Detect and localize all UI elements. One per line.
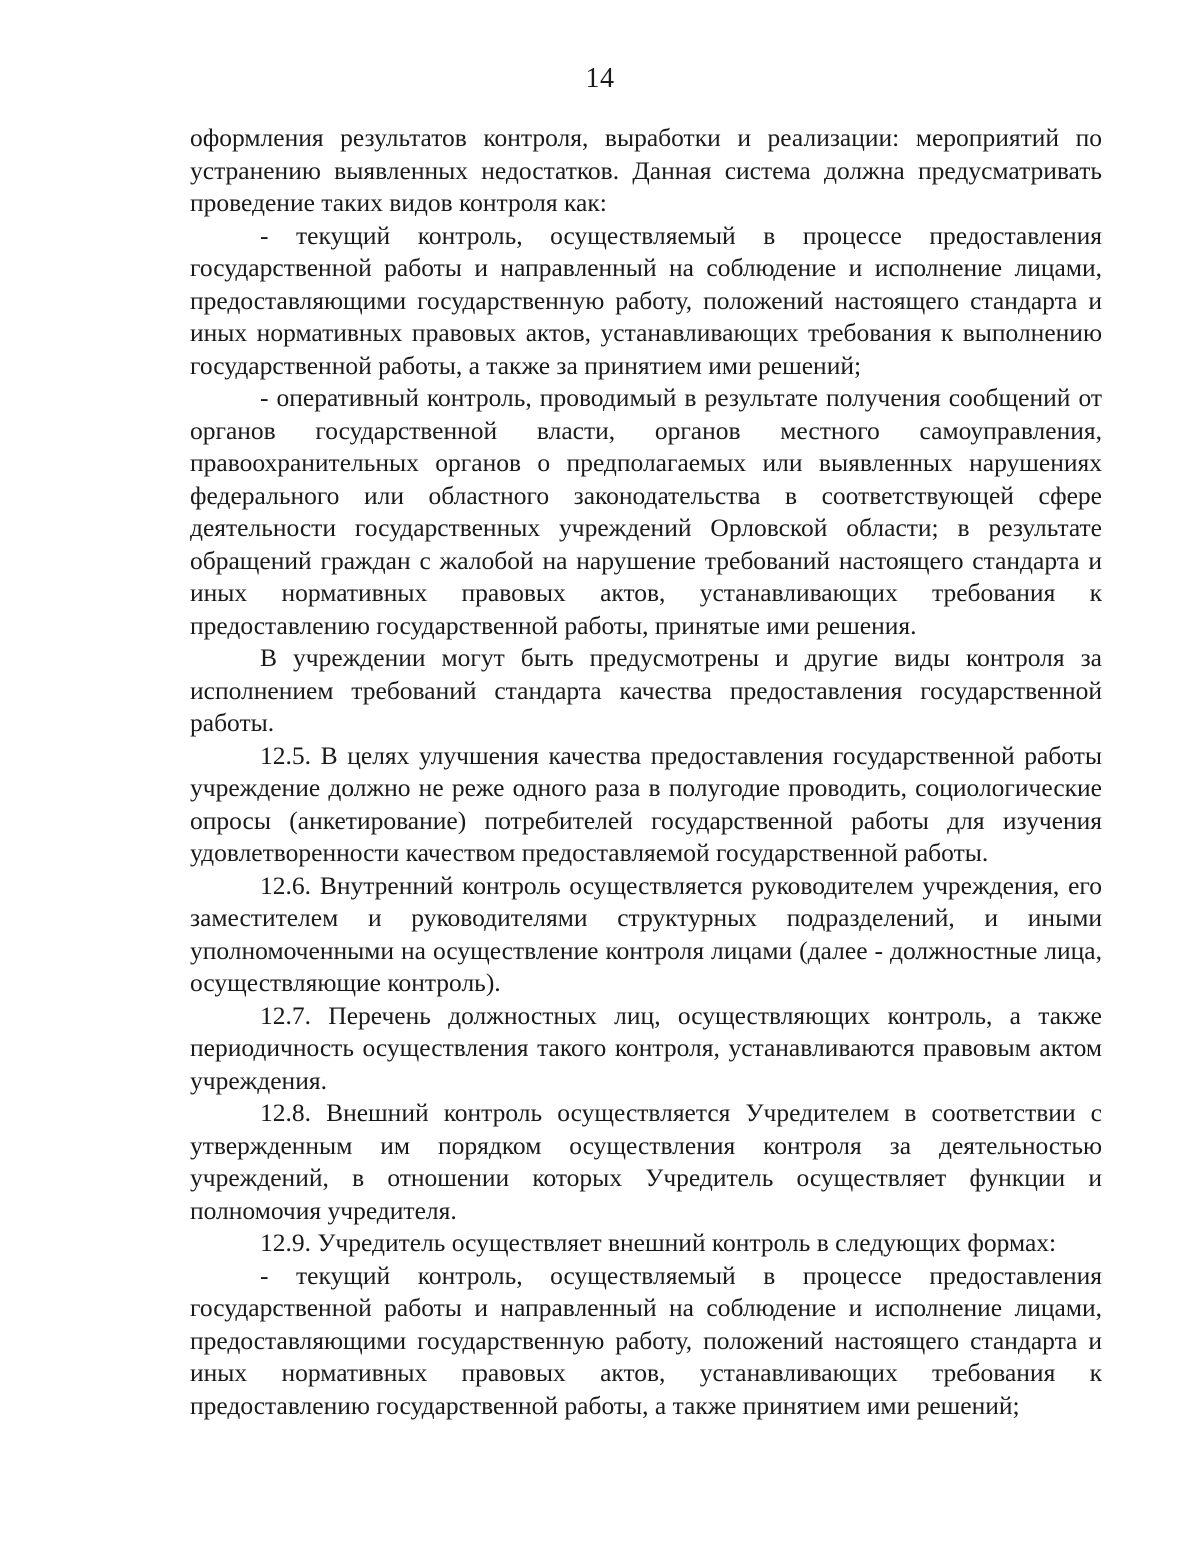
paragraph-other-control-types: В учреждении могут быть предусмотрены и другие виды контроля за исполнением требований стандарта качества предоставления государственной работы. [190,643,1102,737]
document-body [190,122,1102,1422]
paragraph-12-7: 12.7. Перечень должностных лиц, осуществляющих контроль, а также периодичность осуществления такого контроля, устанавливаются правовым актом учреждения. [190,1000,1102,1095]
paragraph-continuation: оформления результатов контроля, выработки и реализации: мероприятий по устранению выявленных недостатков. Данная система должна предусматривать проведение таких видов контроля как: [190,123,1102,217]
paragraph-12-8: 12.8. Внешний контроль осуществляется Учредителем в соответствии с утвержденным им порядком осуществления контроля за деятельностью учреждений, в отношении которых Учредитель осуществляет функции и полномочия учредителя. [190,1098,1102,1225]
paragraph-current-control: - текущий контроль, осуществляемый в процессе предоставления государственной работы и направленный на соблюдение и исполнение лицами, предоставляющими государственную работу, положений настоящего стандарта и иных нормативных правовых актов, устанавливающих требования к выполнению государственной работы, а также за принятием ими решений; [190,220,1102,380]
page-number: 14 [585,63,615,94]
paragraph-external-current-control: - текущий контроль, осуществляемый в процессе предоставления государственной работы и направленный на соблюдение и исполнение лицами, предоставляющими государственную работу, положений настоящего стандарта и иных нормативных правовых актов, устанавливающих требования к предоставлению государственной работы, а также принятием ими решений; [190,1260,1102,1420]
paragraph-12-5: 12.5. В целях улучшения качества предоставления государственной работы учреждение должно не реже одного раза в полугодие проводить, социологические опросы (анкетирование) потребителей государственной работы для изучения удовлетворенности качеством предоставляемой государственной работы. [190,740,1102,867]
paragraph-operational-control: - оперативный контроль, проводимый в результате получения сообщений от органов государственной власти, органов местного самоуправления, правоохранительных органов о предполагаемых или выявленных нарушениях федерального или областного законодательства в соответствующей сфере деятельности государственных учреждений Орловской области; в результате обращений граждан с жалобой на нарушение требований настоящего стандарта и иных нормативных правовых актов, устанавливающих требования к предоставлению государственной работы, принятые ими решения. [190,383,1102,640]
paragraph-12-6: 12.6. Внутренний контроль осуществляется руководителем учреждения, его заместителем и руководителями структурных подразделений, и иными уполномоченными на осуществление контроля лицами (далее - должностные лица, осуществляющие контроль). [190,870,1102,997]
paragraph-12-9: 12.9. Учредитель осуществляет внешний контроль в следующих формах: [260,1228,1057,1257]
